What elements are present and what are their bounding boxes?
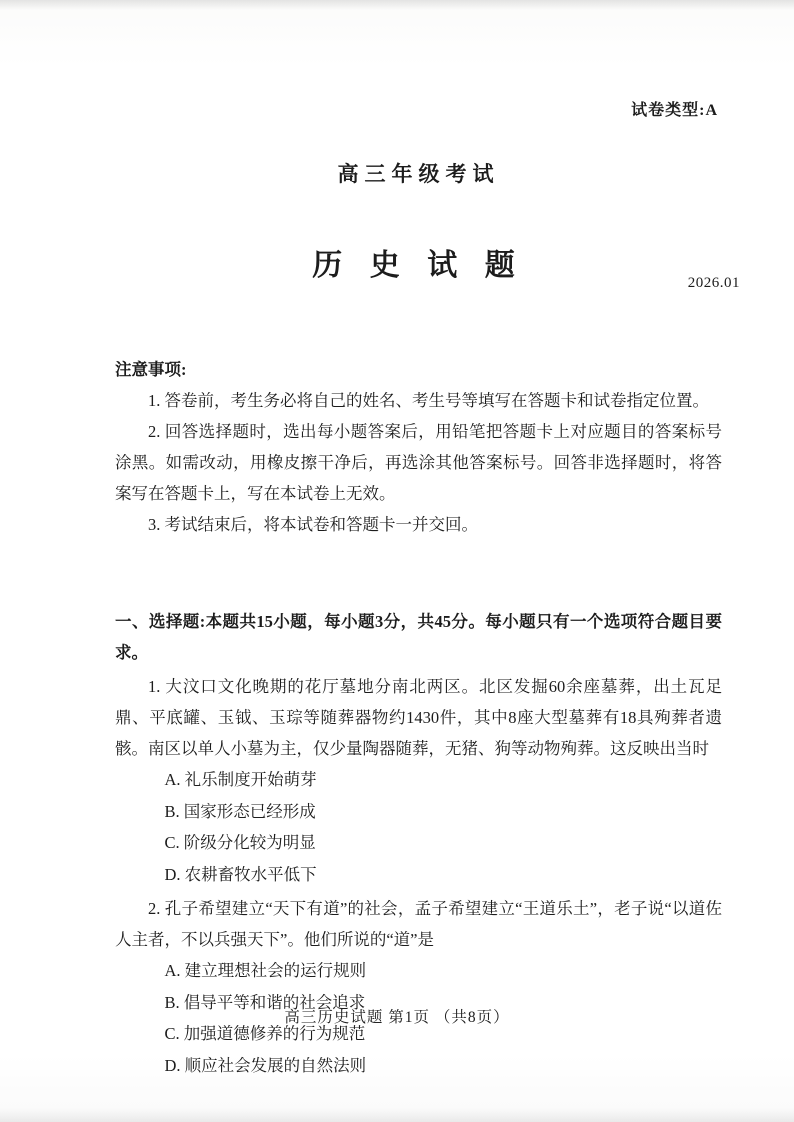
question-1-option-c: C. 阶级分化较为明显 — [164, 833, 316, 852]
subject-title-row — [115, 240, 740, 291]
scan-artifact-bottom — [0, 1108, 794, 1122]
notes-heading: 注意事项: — [115, 360, 187, 379]
question-1-stem: 1. 大汶口文化晚期的花厅墓地分南北两区。北区发掘60余座墓葬，出土瓦足鼎、平底罐、玉钺、玉琮等随葬器物约1430件，其中8座大型墓葬有18具殉葬者遗骸。南区以单人小墓为主，仅少量陶器随葬，无猪、狗等动物殉葬。这反映出当时 — [115, 677, 722, 758]
question-1 — [115, 671, 722, 890]
subject-title: 历 史 试 题 — [312, 249, 525, 282]
question-1-option-b: B. 国家形态已经形成 — [164, 801, 316, 821]
question-1-option-a: A. 礼乐制度开始萌芽 — [164, 770, 317, 789]
question-2-option-c: C. 加强道德修养的行为规范 — [164, 1024, 366, 1043]
page-footer: 高三历史试题 第1页 （共8页） — [284, 1009, 510, 1026]
note-item-1: 1. 答卷前，考生务必将自己的姓名、考生号等填写在答题卡和试卷指定位置。 — [148, 391, 709, 410]
page-content — [115, 0, 740, 1081]
paper-type-label: 试卷类型:A — [631, 102, 718, 119]
notes-section — [115, 354, 722, 540]
note-item-2: 2. 回答选择题时，选出每小题答案后，用铅笔把答题卡上对应题目的答案标号涂黑。如需改动，用橡皮擦干净后，再选涂其他答案标号。回答非选择题时，将答案写在答题卡上，写在本试卷上无效。 — [115, 422, 722, 503]
note-item-3: 3. 考试结束后，将本试卷和答题卡一并交回。 — [148, 515, 478, 534]
section-heading: 一、选择题:本题共15小题，每小题3分，共45分。每小题只有一个选项符合题目要求。 — [115, 612, 722, 662]
question-2 — [115, 893, 722, 1081]
exam-level-title: 高三年级考试 — [337, 162, 500, 186]
exam-date: 2026.01 — [687, 275, 740, 291]
question-1-options — [115, 764, 722, 890]
question-2-stem: 2. 孔子希望建立“天下有道”的社会，孟子希望建立“王道乐土”，老子说“以道佐人主者，不以兵强天下”。他们所说的“道”是 — [115, 899, 722, 949]
question-2-option-a: A. 建立理想社会的运行规则 — [164, 961, 367, 980]
question-1-option-d: D. 农耕畜牧水平低下 — [164, 864, 317, 884]
question-2-option-b: B. 倡导平等和谐的社会追求 — [164, 992, 366, 1012]
question-2-option-d: D. 顺应社会发展的自然法则 — [164, 1055, 367, 1075]
